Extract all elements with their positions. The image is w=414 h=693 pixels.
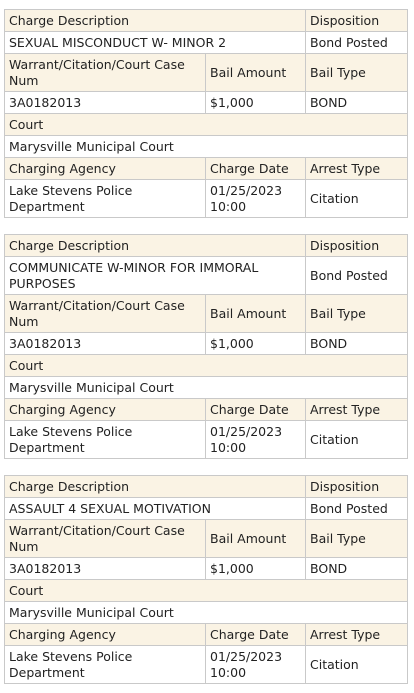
arrest-type-value: Citation <box>306 180 408 218</box>
court-value: Marysville Municipal Court <box>5 136 408 158</box>
bail-type-value: BOND <box>306 333 408 355</box>
bail-amount-header: Bail Amount <box>206 295 306 333</box>
disposition-value: Bond Posted <box>306 32 408 54</box>
disposition-header: Disposition <box>306 10 408 32</box>
court-header: Court <box>5 114 408 136</box>
charge-table <box>4 9 408 218</box>
bail-type-value: BOND <box>306 92 408 114</box>
charge-block <box>4 234 407 459</box>
court-header: Court <box>5 580 408 602</box>
charge-date-value: 01/25/2023 10:00 <box>206 180 306 218</box>
charging-agency-header: Charging Agency <box>5 624 206 646</box>
disposition-value: Bond Posted <box>306 257 408 295</box>
charge-table <box>4 475 408 684</box>
charge-table <box>4 234 408 459</box>
case-num-value: 3A0182013 <box>5 92 206 114</box>
bail-amount-value: $1,000 <box>206 92 306 114</box>
disposition-header: Disposition <box>306 476 408 498</box>
charging-agency-header: Charging Agency <box>5 158 206 180</box>
case-num-value: 3A0182013 <box>5 558 206 580</box>
charge-date-header: Charge Date <box>206 624 306 646</box>
court-header: Court <box>5 355 408 377</box>
charging-agency-value: Lake Stevens Police Department <box>5 421 206 459</box>
charge-description-value: SEXUAL MISCONDUCT W- MINOR 2 <box>5 32 306 54</box>
bail-type-header: Bail Type <box>306 295 408 333</box>
arrest-type-value: Citation <box>306 421 408 459</box>
arrest-type-header: Arrest Type <box>306 158 408 180</box>
court-value: Marysville Municipal Court <box>5 602 408 624</box>
charge-date-value: 01/25/2023 10:00 <box>206 421 306 459</box>
charge-block <box>4 475 407 684</box>
arrest-type-header: Arrest Type <box>306 624 408 646</box>
charge-date-value: 01/25/2023 10:00 <box>206 646 306 684</box>
charging-agency-header: Charging Agency <box>5 399 206 421</box>
bail-amount-value: $1,000 <box>206 558 306 580</box>
charge-description-value: COMMUNICATE W-MINOR FOR IMMORAL PURPOSES <box>5 257 306 295</box>
disposition-value: Bond Posted <box>306 498 408 520</box>
case-num-header: Warrant/Citation/Court Case Num <box>5 54 206 92</box>
court-value: Marysville Municipal Court <box>5 377 408 399</box>
charge-description-header: Charge Description <box>5 10 306 32</box>
arrest-type-header: Arrest Type <box>306 399 408 421</box>
charge-description-header: Charge Description <box>5 235 306 257</box>
charge-block <box>4 9 407 218</box>
case-num-value: 3A0182013 <box>5 333 206 355</box>
bail-amount-header: Bail Amount <box>206 520 306 558</box>
charge-description-value: ASSAULT 4 SEXUAL MOTIVATION <box>5 498 306 520</box>
charge-date-header: Charge Date <box>206 158 306 180</box>
charge-description-header: Charge Description <box>5 476 306 498</box>
case-num-header: Warrant/Citation/Court Case Num <box>5 520 206 558</box>
case-num-header: Warrant/Citation/Court Case Num <box>5 295 206 333</box>
charging-agency-value: Lake Stevens Police Department <box>5 646 206 684</box>
bail-amount-value: $1,000 <box>206 333 306 355</box>
bail-type-header: Bail Type <box>306 54 408 92</box>
disposition-header: Disposition <box>306 235 408 257</box>
bail-type-header: Bail Type <box>306 520 408 558</box>
bail-amount-header: Bail Amount <box>206 54 306 92</box>
bail-type-value: BOND <box>306 558 408 580</box>
arrest-type-value: Citation <box>306 646 408 684</box>
charging-agency-value: Lake Stevens Police Department <box>5 180 206 218</box>
charge-date-header: Charge Date <box>206 399 306 421</box>
